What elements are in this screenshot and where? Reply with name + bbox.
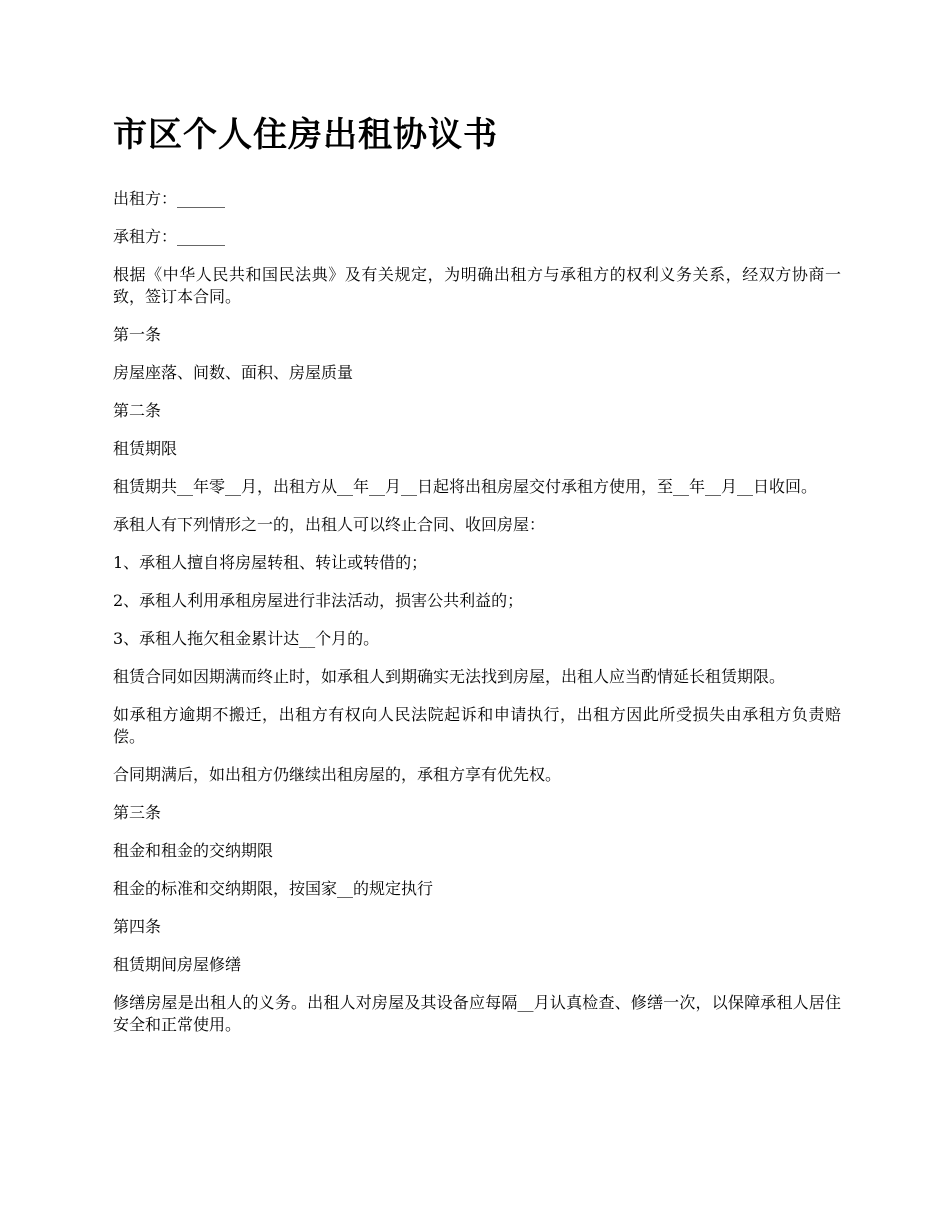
article-3-title: 租金和租金的交纳期限 <box>113 841 274 860</box>
rent-standard-paragraph: 租金的标准和交纳期限，按国家__的规定执行 <box>113 879 434 898</box>
preamble-paragraph: 根据《中华人民共和国民法典》及有关规定，为明确出租方与承租方的权利义务关系，经双方协商一致，签订本合同。 <box>113 265 841 306</box>
overdue-paragraph: 如承租方逾期不搬迁，出租方有权向人民法院起诉和申请执行，出租方因此所受损失由承租方负责赔偿。 <box>113 705 841 746</box>
lessor-line: 出租方：______ <box>113 189 226 208</box>
termination-item-1: 1、承租人擅自将房屋转租、转让或转借的； <box>113 553 428 572</box>
article-2-title: 租赁期限 <box>113 439 178 458</box>
repair-paragraph: 修缮房屋是出租人的义务。出租人对房屋及其设备应每隔__月认真检查、修缮一次，以保障承租人居住安全和正常使用。 <box>113 993 841 1034</box>
article-2-heading: 第二条 <box>113 401 162 420</box>
document-page <box>113 112 841 1052</box>
extension-paragraph: 租赁合同如因期满而终止时，如承租人到期确实无法找到房屋，出租人应当酌情延长租赁期限。 <box>113 667 786 686</box>
article-3-heading: 第三条 <box>113 803 162 822</box>
termination-intro-paragraph: 承租人有下列情形之一的，出租人可以终止合同、收回房屋： <box>113 515 546 534</box>
termination-item-3: 3、承租人拖欠租金累计达__个月的。 <box>113 629 380 648</box>
article-4-title: 租赁期间房屋修缮 <box>113 955 242 974</box>
article-4-heading: 第四条 <box>113 917 162 936</box>
lease-term-paragraph: 租赁期共__年零__月，出租方从__年__月__日起将出租房屋交付承租方使用，至__年__月__日收回。 <box>113 477 818 496</box>
termination-item-2: 2、承租人利用承租房屋进行非法活动，损害公共利益的； <box>113 591 524 610</box>
article-1-title: 房屋座落、间数、面积、房屋质量 <box>113 363 354 382</box>
lessee-line: 承租方：______ <box>113 227 226 246</box>
document-title: 市区个人住房出租协议书 <box>113 115 498 155</box>
priority-paragraph: 合同期满后，如出租方仍继续出租房屋的，承租方享有优先权。 <box>113 765 562 784</box>
article-1-heading: 第一条 <box>113 325 162 344</box>
